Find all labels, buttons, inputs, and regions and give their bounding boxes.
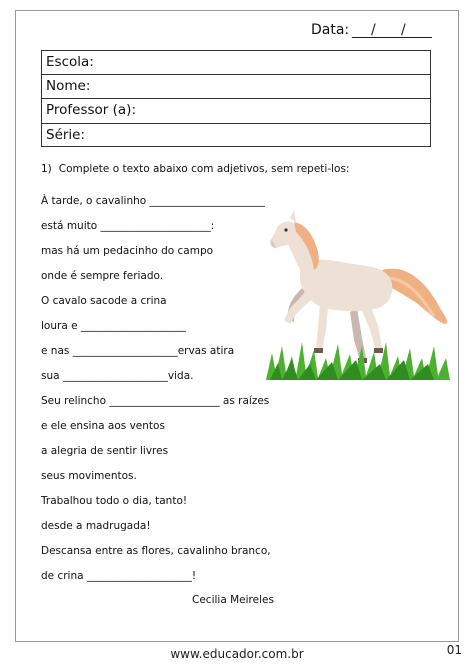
date-slash-2: /: [401, 22, 406, 38]
school-label: Escola:: [46, 54, 94, 70]
poem-line: O cavalo sacode a crina: [41, 295, 167, 307]
poem-line: mas há um pedacinho do campo: [41, 245, 214, 257]
poem-line: de crina ____________________!: [41, 570, 197, 582]
name-field[interactable]: [42, 75, 430, 99]
footer-website[interactable]: www.educador.com.br: [170, 647, 304, 661]
poem-line: Trabalhou todo o dia, tanto!: [41, 495, 188, 507]
poem-line: sua ____________________vida.: [41, 370, 194, 382]
poem-line: loura e ____________________: [41, 320, 186, 332]
grade-label: Série:: [46, 126, 86, 143]
poem-line: Descansa entre as flores, cavalinho branco,: [41, 545, 271, 557]
page-number: 01: [446, 643, 462, 657]
question-text: Complete o texto abaixo com adjetivos, sem repeti-los:: [58, 163, 350, 175]
school-field[interactable]: [42, 51, 430, 75]
question-number: 1): [41, 163, 52, 175]
date-field[interactable]: [352, 37, 432, 38]
name-label: Nome:: [46, 78, 91, 95]
poem-author: Cecilia Meireles: [192, 594, 274, 606]
poem-line: onde é sempre feriado.: [41, 270, 164, 282]
teacher-field[interactable]: [42, 99, 430, 123]
grade-field[interactable]: [42, 124, 430, 148]
poem-line: À tarde, o cavalinho ______________________: [41, 195, 266, 207]
poem-line: e ele ensina aos ventos: [41, 420, 165, 432]
student-info-box: [41, 50, 431, 147]
date-slash-1: /: [371, 22, 376, 38]
horse-illustration-icon: [262, 208, 452, 383]
poem-line: Seu relincho _____________________ as raízes: [41, 395, 270, 407]
poem-line: seus movimentos.: [41, 470, 137, 482]
poem-line: está muito _____________________:: [41, 220, 215, 232]
poem-line: a alegria de sentir livres: [41, 445, 169, 457]
poem-line: e nas ____________________ervas atira: [41, 345, 235, 357]
teacher-label: Professor (a):: [46, 102, 136, 119]
question-instruction: [41, 163, 349, 175]
date-label: Data:: [311, 22, 350, 38]
poem-line: desde a madrugada!: [41, 520, 151, 532]
